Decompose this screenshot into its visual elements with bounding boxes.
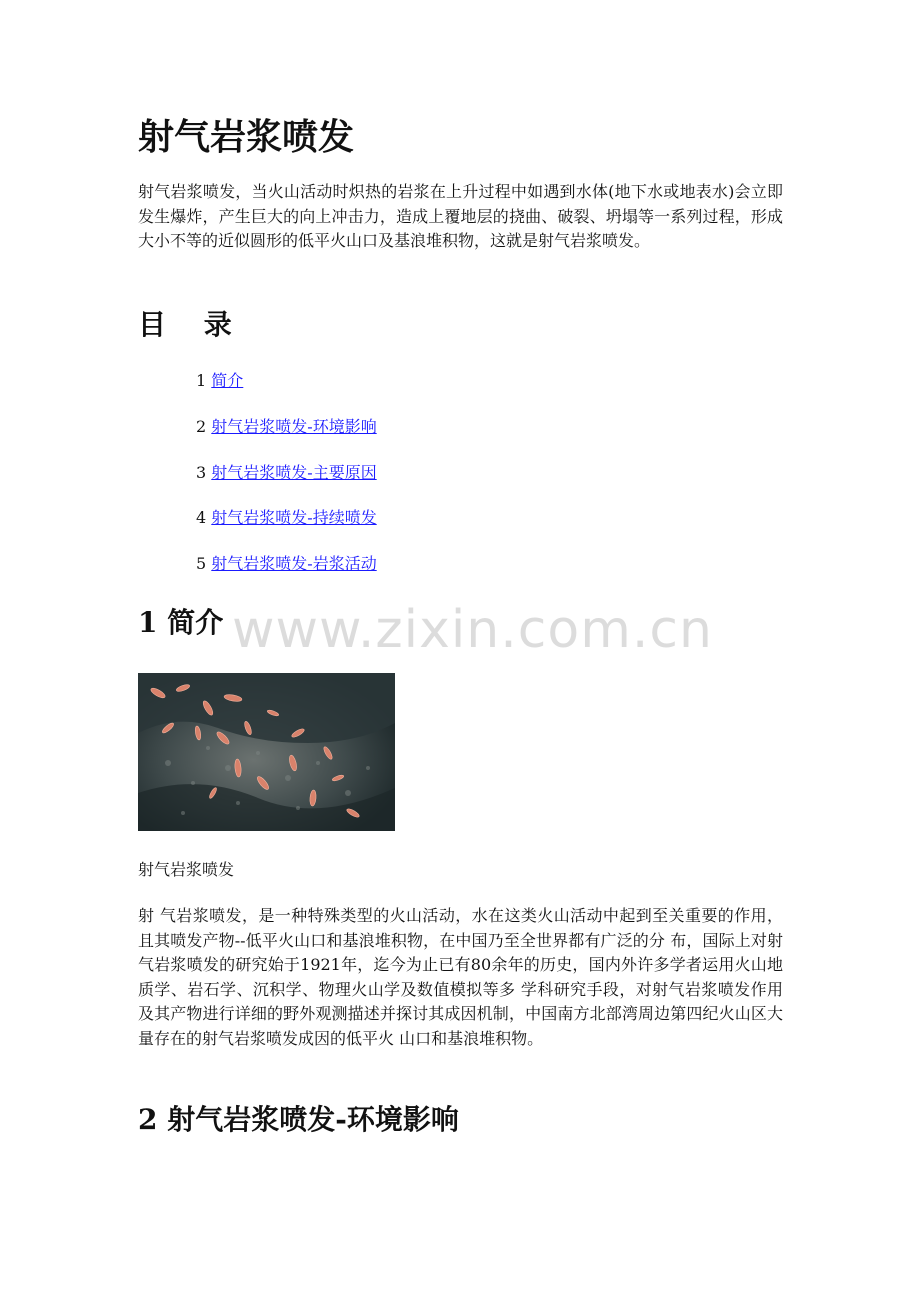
toc-item-4[interactable]: [196, 507, 377, 529]
page-title: 射气岩浆喷发: [138, 116, 355, 158]
toc-link-magma[interactable]: 射气岩浆喷发-岩浆活动: [211, 554, 377, 573]
toc-number: 4: [196, 508, 207, 527]
toc-link-intro[interactable]: 简介: [211, 371, 244, 390]
section1-paragraph: 射 气岩浆喷发，是一种特殊类型的火山活动，水在这类火山活动中起到至关重要的作用，且其喷发产物--低平火山口和基浪堆积物，在中国乃至全世界都有广泛的分 布，国际上对射气岩浆喷发的研究始于1921年，迄今为止已有80余年的历史，国内外许多学者运用火山地质学、岩石学、沉积学、物理火山学及数值模拟等多 学科研究手段，对射气岩浆喷发作用及其产物进行详细的野外观测描述并探讨其成因机制，中国南方北部湾周边第四纪火山区大量存在的射气岩浆喷发成因的低平火 山口和基浪堆积物。: [138, 906, 783, 1048]
image-caption: 射气岩浆喷发: [138, 860, 235, 879]
photo-illustration: [138, 673, 395, 831]
toc-item-5[interactable]: [196, 553, 377, 575]
toc-number: 1: [196, 371, 207, 390]
toc-link-causes[interactable]: 射气岩浆喷发-主要原因: [211, 463, 377, 482]
toc-item-2[interactable]: [196, 416, 377, 438]
toc-number: 2: [196, 417, 207, 436]
section2-heading: 2 射气岩浆喷发-环境影响: [138, 1103, 459, 1136]
shrimp-vent-photo: [138, 673, 395, 831]
toc-heading: 目 录: [138, 308, 246, 341]
toc-number: 3: [196, 463, 207, 482]
toc-number: 5: [196, 554, 207, 573]
intro-paragraph: 射气岩浆喷发，当火山活动时炽热的岩浆在上升过程中如遇到水体(地下水或地表水)会立即发生爆炸，产生巨大的向上冲击力，造成上覆地层的挠曲、破裂、坍塌等一系列过程，形成大小不等的近似圆形的低平火山口及基浪堆积物，这就是射气岩浆喷发。: [138, 182, 783, 250]
toc-item-1[interactable]: [196, 370, 243, 392]
section1-heading: 1 简介: [138, 606, 224, 639]
watermark: www.zixin.com.cn: [232, 600, 713, 660]
toc-item-3[interactable]: [196, 462, 377, 484]
toc-link-continuous[interactable]: 射气岩浆喷发-持续喷发: [211, 508, 377, 527]
toc-link-environment[interactable]: 射气岩浆喷发-环境影响: [211, 417, 377, 436]
